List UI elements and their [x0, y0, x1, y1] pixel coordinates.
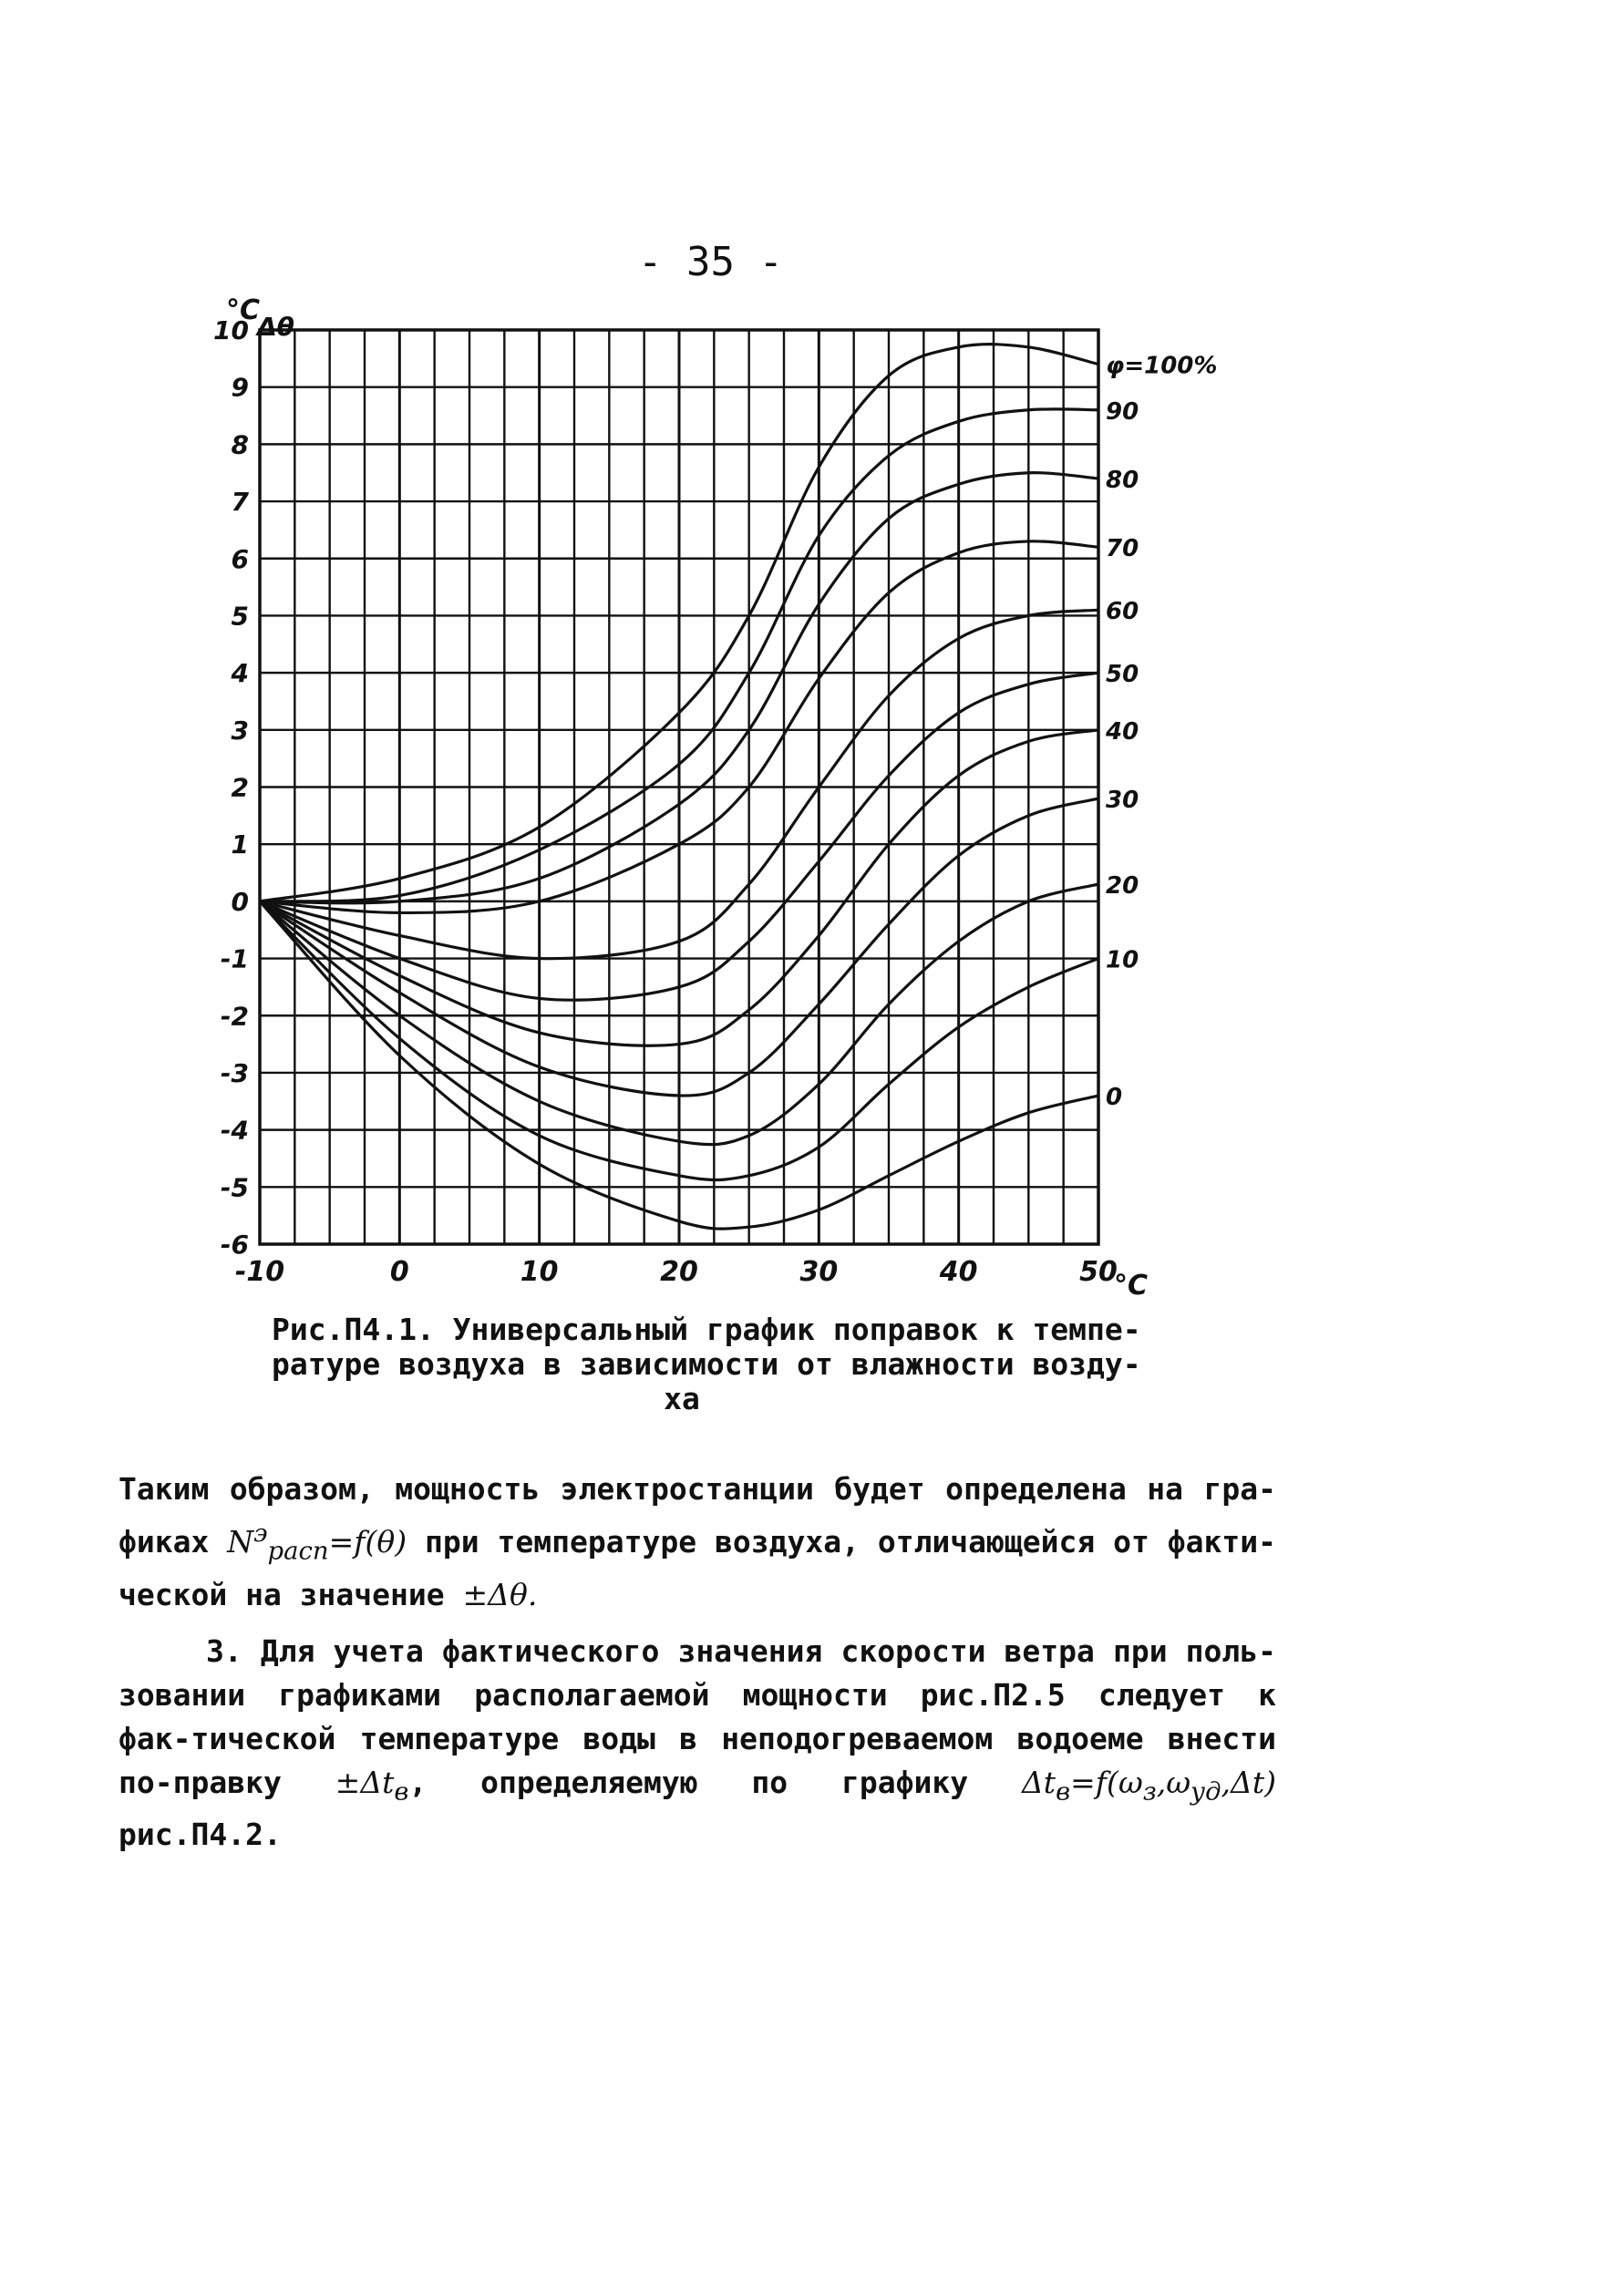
y-tick-label: 1 [231, 829, 249, 860]
caption-line-3: ха [664, 1381, 700, 1416]
correction-delta-t: $\pm\Delta t_в$ [335, 1764, 409, 1807]
paragraph-2: 3. Для учета фактического значения скорости ветра при поль-зовании графиками располагаемой мощности рис.П2.5 следует к фак-тической температуре воды в неподогреваемом водоеме внести по-правку $\pm\Delta t_в$, определяемую по графику $\Delta t_в=f(\omega_з,\omega_{уд},\Delta t)$ рис.П4.2. [119, 1632, 1276, 1853]
series-label: 20 [1106, 872, 1139, 901]
chart-grid [260, 330, 1098, 1244]
y-tick-label: -4 [220, 1115, 249, 1146]
page-number: - 35 - [638, 239, 783, 285]
y-unit-label: °C [226, 294, 261, 326]
series-label: 70 [1106, 535, 1139, 563]
series-label: 60 [1106, 598, 1139, 626]
y-tick-label: 2 [231, 772, 249, 803]
x-tick-label: 40 [939, 1256, 978, 1288]
y-tick-label: -5 [220, 1172, 249, 1203]
x-tick-label: 50 [1079, 1256, 1118, 1288]
x-tick-label: 0 [389, 1256, 409, 1288]
x-tick-label: 30 [799, 1256, 839, 1288]
formula-delta-t: $\Delta t_в=f(\omega_з,\omega_{уд},\Delta t)$ [1021, 1764, 1276, 1807]
y-tick-label: 3 [231, 715, 249, 746]
y-tick-labels [213, 315, 249, 1260]
series-labels [1105, 353, 1217, 1111]
delta-theta: ±Δθ. [462, 1576, 538, 1612]
y-tick-label: 7 [231, 487, 249, 518]
caption-line-2: ратуре воздуха в зависимости от влажности возду- [272, 1346, 1141, 1382]
y-tick-label: -2 [220, 1001, 249, 1032]
caption-line-1: Рис.П4.1. Универсальный график поправок к темпе- [272, 1312, 1141, 1347]
series-label: 80 [1106, 466, 1139, 494]
series-label: 40 [1106, 717, 1139, 746]
y-tick-label: 9 [231, 372, 249, 403]
y-tick-label: 0 [231, 886, 249, 917]
series-label: 30 [1106, 787, 1139, 815]
y-tick-label: 4 [231, 658, 249, 689]
x-tick-labels [235, 1256, 1118, 1288]
body-text [119, 1467, 1276, 1869]
series-label: 10 [1106, 946, 1139, 974]
x-tick-label: 20 [660, 1256, 698, 1288]
x-tick-label: -10 [234, 1256, 285, 1288]
formula-n-rasp: $N^э_{расп}=f(\theta)$ [227, 1519, 407, 1566]
series-label: 90 [1106, 397, 1139, 426]
y-tick-label: 6 [231, 543, 249, 574]
y-tick-label: 10 [213, 315, 249, 345]
x-tick-label: 10 [520, 1256, 559, 1288]
paragraph-1: Таким образом, мощность электростанции будет определена на гра-фиках $N^э_{расп}=f(\theta)$ при температуре воздуха, отличающейся от факти-ческой на значение ±Δθ. [119, 1471, 1276, 1612]
y-tick-label: -3 [220, 1057, 249, 1088]
series-label: 0 [1106, 1084, 1123, 1112]
y-tick-label: 5 [231, 601, 249, 632]
y-tick-label: -6 [220, 1230, 249, 1260]
series-label: φ=100% [1106, 352, 1218, 380]
x-unit-label: °C [1114, 1270, 1149, 1302]
figure-caption [272, 1313, 1165, 1416]
series-label: 50 [1106, 661, 1139, 689]
y-symbol-label: Δθ [257, 312, 294, 342]
y-tick-label: 8 [231, 429, 249, 460]
y-tick-label: -1 [220, 943, 249, 974]
correction-chart [201, 292, 1218, 1303]
